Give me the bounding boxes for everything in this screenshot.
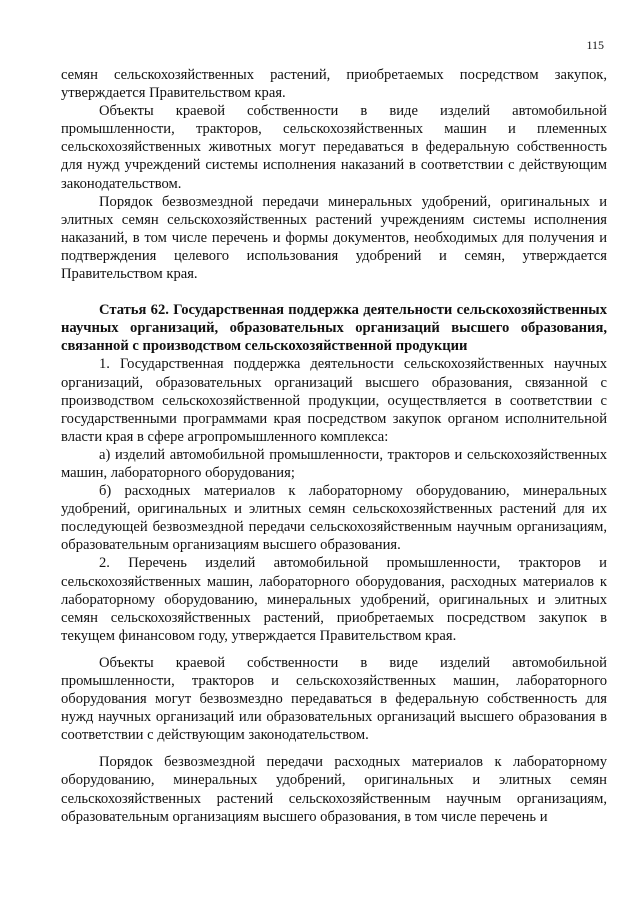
- paragraph: Объекты краевой собственности в виде изделий автомобильной промышленности, тракторов и сельскохозяйственных машин, лабораторного оборудования могут безвозмездно передаваться в федеральную собственность для нужд научных организаций или образовательных организаций высшего образования в соответствии с действующим законодательством.: [61, 654, 607, 744]
- list-item: а) изделий автомобильной промышленности, тракторов и сельскохозяйственных машин, лабораторного оборудования;: [61, 446, 607, 481]
- paragraph: Объекты краевой собственности в виде изделий автомобильной промышленности, тракторов, сельскохозяйственных машин и племенных сельскохозяйственных животных могут передаваться в федеральную собственность для нужд учреждений системы исполнения наказаний в соответствии с действующим законодательством.: [61, 103, 607, 192]
- paragraph: 1. Государственная поддержка деятельности сельскохозяйственных научных организаций, образовательных организаций высшего образования, связанной с производством сельскохозяйственной продукции, осуществляется в соответствии с государственными программами края посредством закупок органом исполнительной власти края в сфере агропромышленного комплекса:: [61, 356, 607, 445]
- article-heading: Статья 62. Государственная поддержка деятельности сельскохозяйственных научных организаций, образовательных организаций высшего образования, связанной с производством сельскохозяйственной продукции: [61, 302, 607, 355]
- paragraph: 2. Перечень изделий автомобильной промышленности, тракторов и сельскохозяйственных машин, лабораторного оборудования, расходных материалов к лабораторному оборудованию, минеральных удобрений, оригинальных и элитных семян сельскохозяйственных растений, приобретаемых посредством закупок в текущем финансовом году, утверждается Правительством края.: [61, 555, 607, 644]
- list-item: б) расходных материалов к лабораторному оборудованию, минеральных удобрений, оригинальных и элитных семян сельскохозяйственных растений для их последующей безвозмездной передачи сельскохозяйственным научным организациям, образовательным организациям высшего образования.: [61, 483, 607, 554]
- paragraph: Порядок безвозмездной передачи минеральных удобрений, оригинальных и элитных семян сельскохозяйственных растений учреждениям системы исполнения наказаний, в том числе перечень и формы документов, необходимых для получения и подтверждения целевого использования удобрений и семян, утверждается Правительством края.: [61, 193, 607, 283]
- document-body: [61, 66, 607, 826]
- page-number: 115: [586, 38, 604, 52]
- paragraph: семян сельскохозяйственных растений, приобретаемых посредством закупок, утверждается Правительством края.: [61, 67, 607, 102]
- paragraph: Порядок безвозмездной передачи расходных материалов к лабораторному оборудованию, минеральных удобрений, оригинальных и элитных семян сельскохозяйственных растений сельскохозяйственным научным организациям, образовательным организациям высшего образования, в том числе перечень и: [61, 754, 607, 825]
